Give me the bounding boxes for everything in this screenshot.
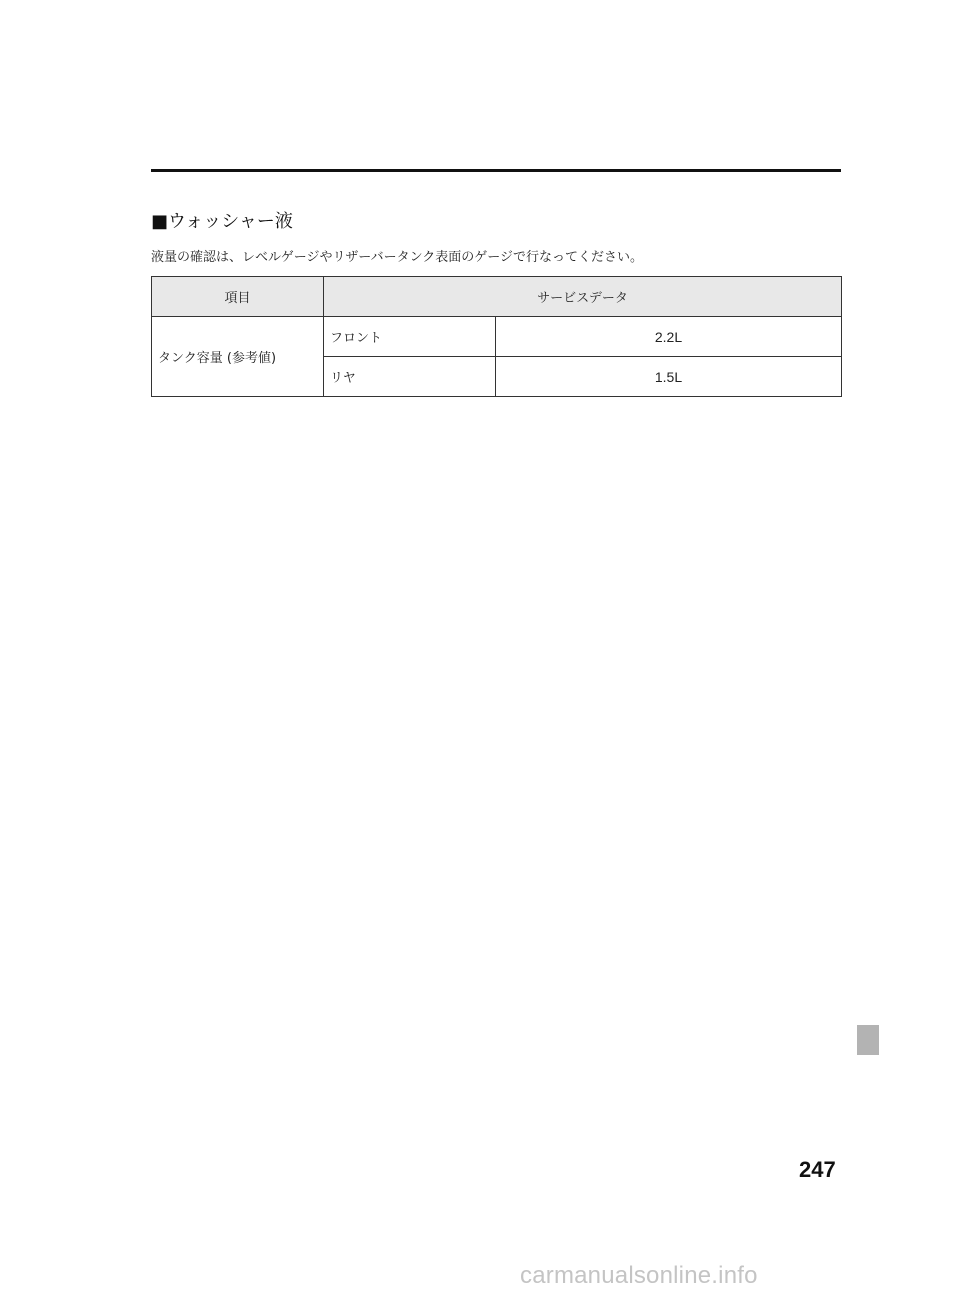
service-data-table xyxy=(151,276,842,397)
rear-value: 1.5L xyxy=(496,357,842,397)
front-label: フロント xyxy=(324,317,496,357)
section-heading: ■ウォッシャー液 xyxy=(151,211,293,232)
table-header-row xyxy=(152,277,842,317)
page-number: 247 xyxy=(799,1157,836,1182)
header-item: 項目 xyxy=(152,277,324,317)
rear-label: リヤ xyxy=(324,357,496,397)
top-rule xyxy=(151,169,841,172)
tank-capacity-label: タンク容量 (参考値) xyxy=(152,317,324,397)
intro-text: 液量の確認は、レベルゲージやリザーバータンク表面のゲージで行なってください。 xyxy=(151,250,644,265)
front-value: 2.2L xyxy=(496,317,842,357)
chapter-tab xyxy=(857,1025,879,1055)
header-service-data: サービスデータ xyxy=(324,277,842,317)
watermark: carmanualsonline.info xyxy=(520,1262,758,1289)
table-row xyxy=(152,317,842,357)
